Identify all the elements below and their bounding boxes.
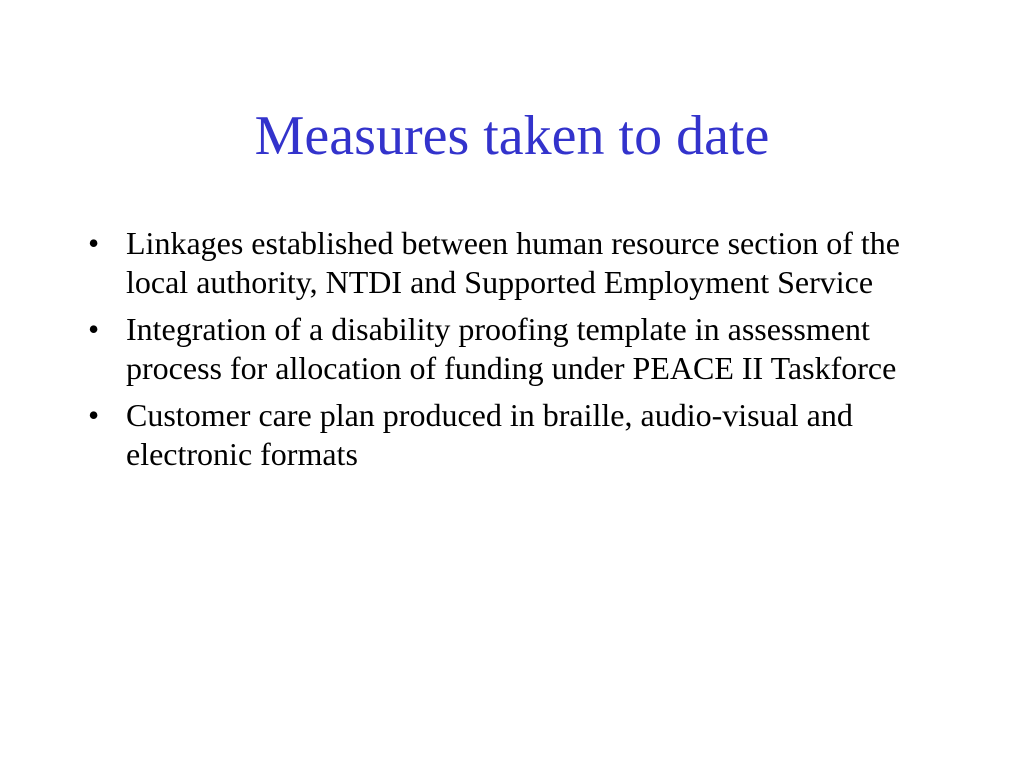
bullet-icon: • (88, 225, 100, 261)
list-item (88, 396, 948, 474)
list-item (88, 224, 948, 302)
list-item (88, 310, 948, 388)
bullet-icon: • (88, 311, 100, 347)
bullet-text: Linkages established between human resource section of the local authority, NTDI and Supported Employment Service (126, 225, 900, 300)
bullet-text: Customer care plan produced in braille, audio-visual and electronic formats (126, 397, 853, 472)
bullet-list (88, 224, 948, 482)
slide-title: Measures taken to date (254, 105, 770, 167)
bullet-text: Integration of a disability proofing template in assessment process for allocation of funding under PEACE II Taskforce (126, 311, 897, 386)
bullet-icon: • (88, 397, 100, 433)
